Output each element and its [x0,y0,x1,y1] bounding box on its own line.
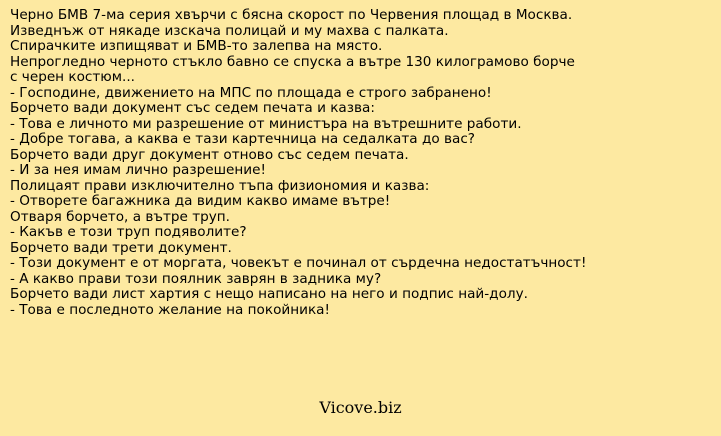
joke-line: - Господине, движението на МПС по площада е строго забранено! [10,84,492,101]
site-watermark: Vicove.biz [319,398,402,417]
joke-line: Изведнъж от някаде изскача полицай и му махва с палката. [10,22,449,39]
joke-line: с черен костюм... [10,69,135,85]
joke-line: Спирачките изпищяват и БМВ-то залепва на място. [10,38,383,54]
joke-line: - Добре тогава, а каква е тази картечница на седалката до вас? [10,131,476,147]
joke-line: Борчето вади документ със седем печата и казва: [10,100,375,116]
joke-line: Отваря борчето, а вътре труп. [10,208,230,225]
joke-line: Черно БМВ 7-ма серия хвърчи с бясна скорост по Червения площад в Москва. [10,7,573,23]
joke-line: Борчето вади друг документ отново със седем печата. [10,146,409,163]
joke-line: Полицаят прави изключително тъпа физиономия и казва: [10,177,430,194]
joke-line: Непрогледно черното стъкло бавно се спуска а вътре 130 килограмово борче [10,53,575,70]
joke-line: - Това е последното желание на покойника! [10,301,330,318]
joke-line: Борчето вади лист хартия с нещо написано на него и подпис най-долу. [10,286,528,302]
joke-line: Борчето вади трети документ. [10,239,232,256]
joke-line: - Отворете багажника да видим какво имаме вътре! [10,193,391,209]
joke-line: - Това е личното ми разрешение от министъра на вътрешните работи. [10,115,522,132]
joke-line: - Този документ е от моргата, човекът е починал от сърдечна недостатъчност! [10,255,587,271]
joke-line: - Какъв е този труп подяволите? [10,224,247,240]
joke-line: - А какво прави този поялник заврян в задника му? [10,270,382,287]
joke-line: - И за нея имам лично разрешение! [10,162,266,178]
joke-text [10,8,710,318]
